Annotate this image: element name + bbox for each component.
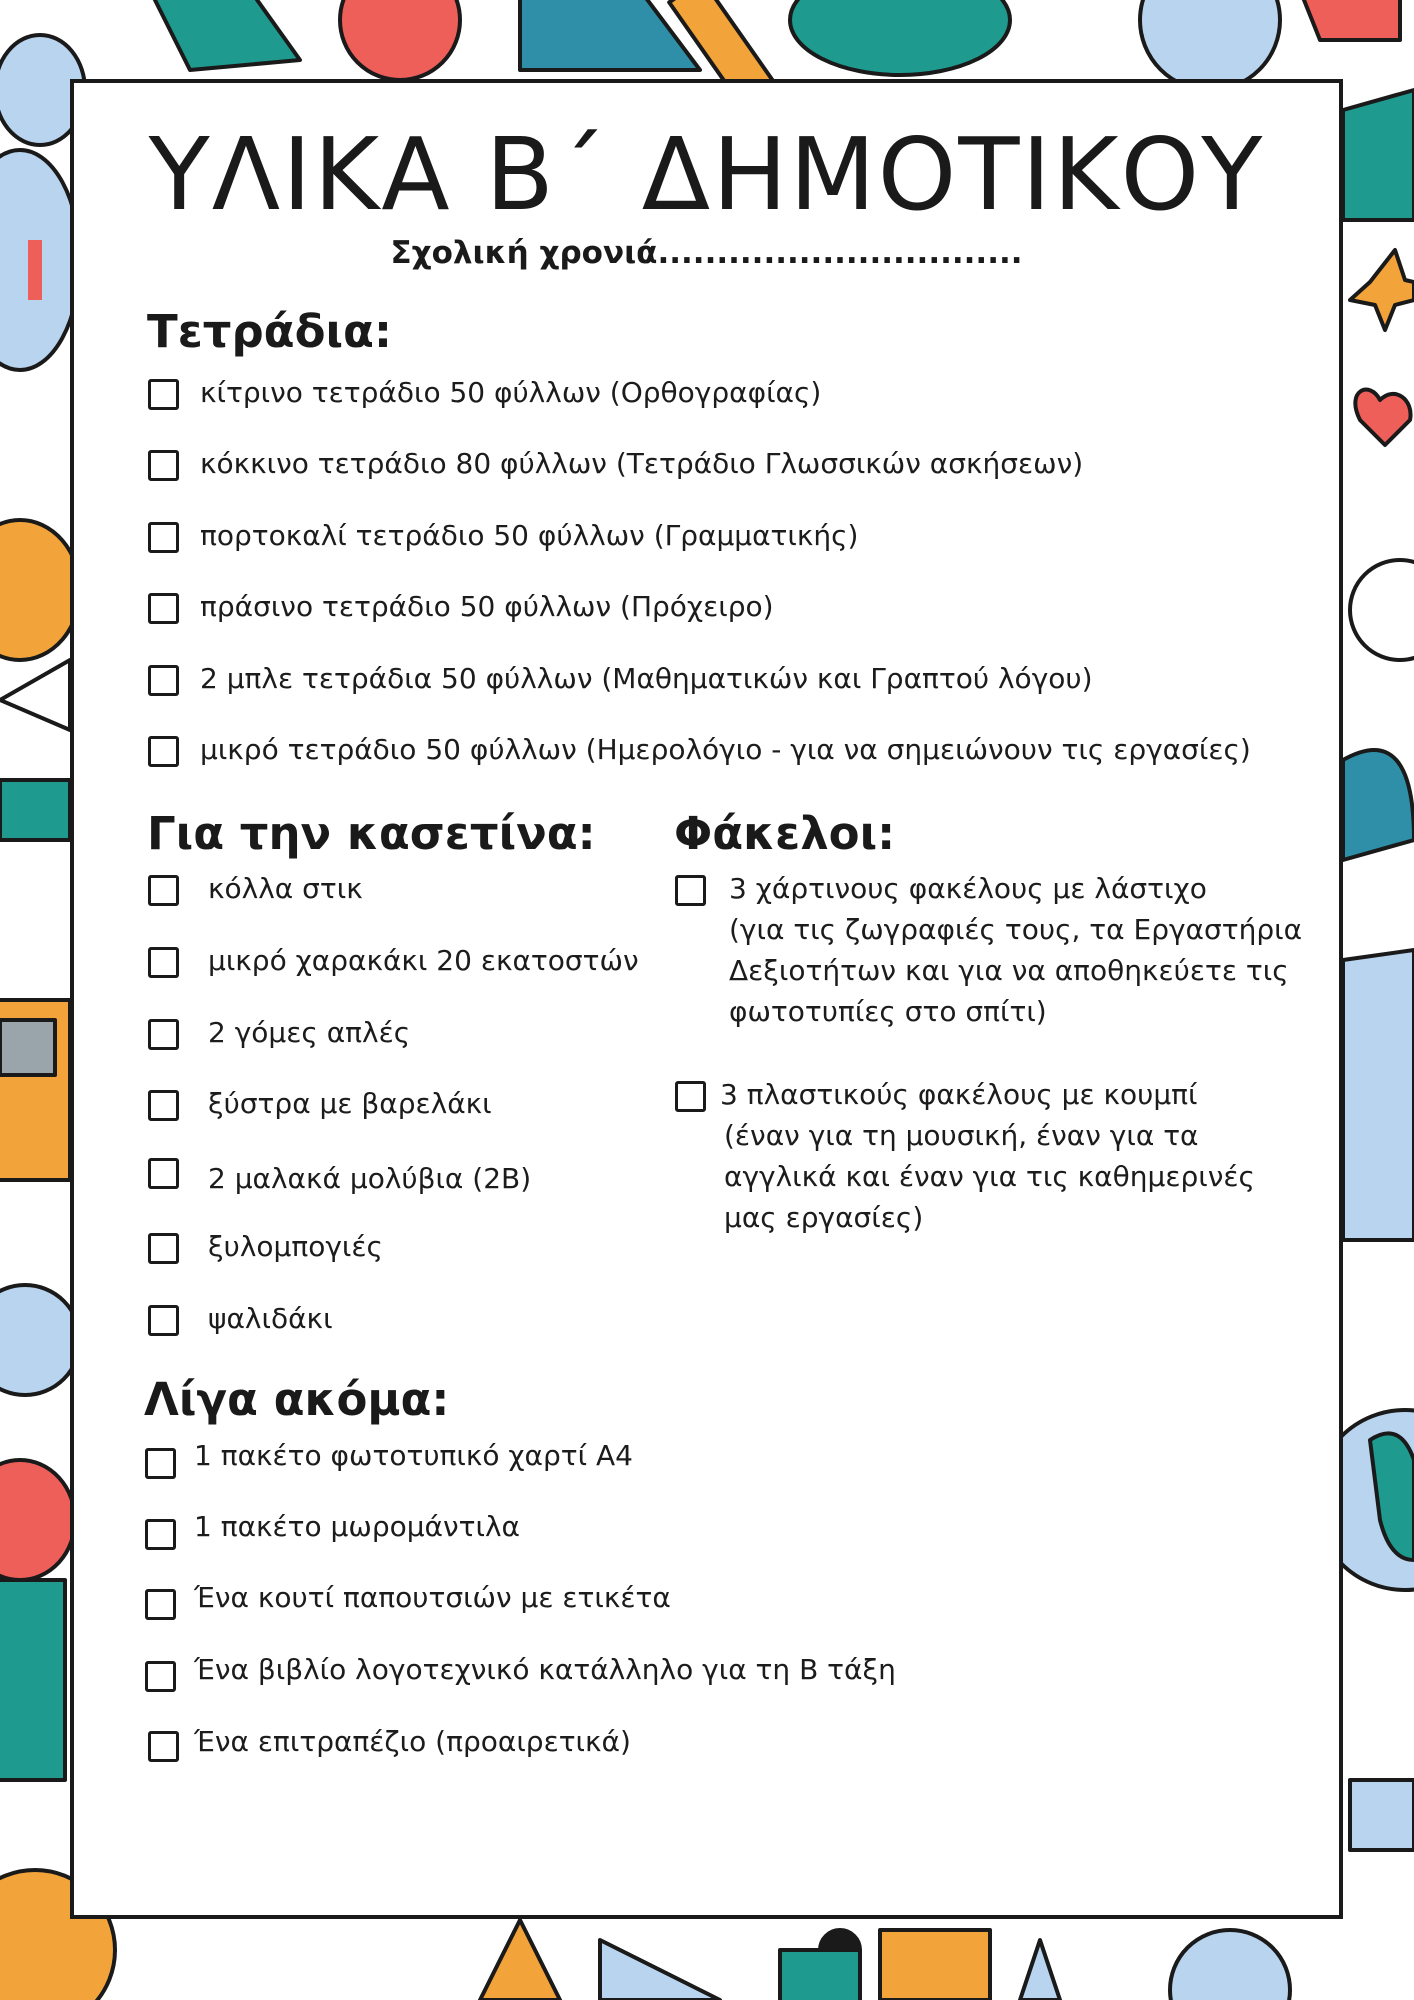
checkbox[interactable]: [148, 593, 179, 624]
pencil-tip-doodle: [1020, 1940, 1060, 2000]
checkbox[interactable]: [148, 1090, 179, 1121]
exclamation-doodle: [28, 240, 42, 300]
extras-heading: Λίγα ακόμα:: [144, 1373, 450, 1426]
notebook-item[interactable]: [148, 519, 859, 556]
pencil-case-item[interactable]: [148, 1087, 492, 1124]
checkbox[interactable]: [145, 1589, 176, 1620]
extras-item-label: 1 πακέτο φωτοτυπικό χαρτί Α4: [194, 1439, 633, 1472]
folder-item-line: Δεξιοτήτων και για να αποθηκεύετε τις: [729, 954, 1289, 987]
ball-doodle: [0, 1285, 80, 1395]
checkbox[interactable]: [675, 875, 706, 906]
pencil-case-item[interactable]: [148, 872, 363, 909]
checkbox[interactable]: [148, 450, 179, 481]
trumpet-doodle: [0, 660, 70, 730]
extras-item-label: Ένα επιτραπέζιο (προαιρετικά): [194, 1725, 631, 1758]
globe-doodle: [1140, 0, 1280, 90]
pen-doodle: [600, 1940, 720, 2000]
checkbox[interactable]: [148, 875, 179, 906]
pencil-case-item-label: 2 μαλακά μολύβια (2Β): [208, 1162, 532, 1195]
folder-item-line: φωτοτυπίες στο σπίτι): [729, 995, 1047, 1028]
paint-doodle: [0, 1460, 75, 1580]
notebook-item-label: μικρό τετράδιο 50 φύλλων (Ημερολόγιο - για να σημειώνουν τις εργασίες): [200, 733, 1251, 766]
folder-item-line: μας εργασίες): [724, 1201, 924, 1234]
checkbox[interactable]: [148, 1019, 179, 1050]
pencil-case-item-label: κόλλα στικ: [208, 872, 363, 905]
checkbox[interactable]: [148, 1731, 179, 1762]
teal-blob-doodle: [1343, 750, 1414, 860]
bottle-doodle: [150, 0, 300, 70]
calculator-screen-doodle: [0, 1020, 55, 1075]
notebook-item-label: πορτοκαλί τετράδιο 50 φύλλων (Γραμματικής): [200, 519, 859, 552]
notebook-item[interactable]: [148, 733, 1251, 770]
shirt-doodle: [1343, 950, 1414, 1240]
checkbox[interactable]: [148, 1158, 179, 1189]
marker-doodle: [0, 780, 70, 840]
potion-doodle: [1343, 90, 1414, 220]
school-year-line: Σχολική χρονιά...............................: [390, 235, 1023, 271]
checkbox[interactable]: [148, 947, 179, 978]
extras-item-label: 1 πακέτο μωρομάντιλα: [194, 1510, 520, 1543]
headphone-doodle: [1350, 560, 1414, 660]
extras-item[interactable]: [148, 1725, 631, 1762]
notebook-item-label: κόκκινο τετράδιο 80 φύλλων (Τετράδιο Γλωσσικών ασκήσεων): [200, 447, 1084, 480]
extras-item[interactable]: [145, 1510, 520, 1550]
star-doodle: [1350, 250, 1414, 330]
notebook-item[interactable]: [148, 590, 774, 627]
pencil-case-item-label: μικρό χαρακάκι 20 εκατοστών: [208, 944, 639, 977]
notebook-item-label: 2 μπλε τετράδια 50 φύλλων (Μαθηματικών και Γραπτού λόγου): [200, 662, 1093, 695]
notebook-item[interactable]: [148, 447, 1084, 484]
checkbox[interactable]: [145, 1519, 176, 1550]
pencil-case-heading: Για την κασετίνα:: [147, 807, 596, 860]
pencil-case-item-label: ξύστρα με βαρελάκι: [208, 1087, 492, 1120]
phone-doodle: [780, 1950, 860, 2000]
checkbox[interactable]: [148, 736, 179, 767]
pencil-case-item[interactable]: [148, 944, 639, 981]
carrot-doodle: [480, 1920, 560, 2000]
checkbox[interactable]: [148, 1233, 179, 1264]
pencil-case-item[interactable]: [148, 1016, 411, 1053]
checkbox[interactable]: [148, 379, 179, 410]
folder-item[interactable]: [675, 872, 1303, 1032]
extras-item[interactable]: [145, 1581, 671, 1620]
checkbox[interactable]: [675, 1081, 706, 1112]
notebook-item[interactable]: [148, 662, 1093, 699]
red-pipe-doodle: [1300, 0, 1400, 40]
checkbox[interactable]: [145, 1661, 176, 1692]
notebook-item[interactable]: [148, 376, 822, 413]
folder-item-line: (για τις ζωγραφιές τους, τα Εργαστήρια: [729, 913, 1303, 946]
pencil-case-item[interactable]: [148, 1302, 333, 1339]
extras-item-label: Ένα κουτί παπουτσιών με ετικέτα: [194, 1581, 671, 1614]
notebook-item-label: κίτρινο τετράδιο 50 φύλλων (Ορθογραφίας): [200, 376, 822, 409]
checkbox[interactable]: [148, 522, 179, 553]
folder-item-line: 3 πλαστικούς φακέλους με κουμπί: [720, 1078, 1198, 1111]
pencil-case-item[interactable]: [148, 1158, 531, 1199]
striped-egg-doodle: [0, 520, 80, 660]
pencil-case-item-label: ξυλομπογιές: [208, 1230, 383, 1263]
folder-item-line: 3 χάρτινους φακέλους με λάστιχο: [729, 872, 1207, 905]
extras-item-label: Ένα βιβλίο λογοτεχνικό κατάλληλο για τη Β τάξη: [194, 1653, 896, 1686]
checkbox[interactable]: [148, 1305, 179, 1336]
bubble-doodle: [1170, 1930, 1290, 2000]
notebooks-heading: Τετράδια:: [147, 305, 392, 358]
folders-heading: Φάκελοι:: [674, 807, 896, 860]
page-title: ΥΛΙΚΑ Β΄ ΔΗΜΟΤΙΚΟΥ: [148, 116, 1265, 233]
notebook-item-label: πράσινο τετράδιο 50 φύλλων (Πρόχειρο): [200, 590, 774, 623]
extras-item[interactable]: [145, 1439, 633, 1479]
supplies-list-sheet: [70, 79, 1343, 1919]
folder-item-line: αγγλικά και έναν για τις καθημερινές: [724, 1160, 1255, 1193]
pencil-case-item[interactable]: [148, 1230, 383, 1267]
glue-tube-doodle: [0, 1580, 65, 1780]
extras-item[interactable]: [145, 1653, 896, 1692]
lunchbox-doodle: [880, 1930, 990, 2000]
backpack-doodle: [790, 0, 1010, 75]
apple-doodle: [340, 0, 460, 80]
folder-item-line: (έναν για τη μουσική, έναν για τα: [724, 1119, 1199, 1152]
tube-doodle: [1350, 1780, 1414, 1850]
checkbox[interactable]: [148, 665, 179, 696]
pencil-case-item-label: 2 γόμες απλές: [208, 1016, 411, 1049]
checkbox[interactable]: [145, 1448, 176, 1479]
pencil-case-item-label: ψαλιδάκι: [208, 1302, 333, 1335]
heart-doodle: [1355, 390, 1410, 445]
folder-item[interactable]: [675, 1078, 1255, 1238]
